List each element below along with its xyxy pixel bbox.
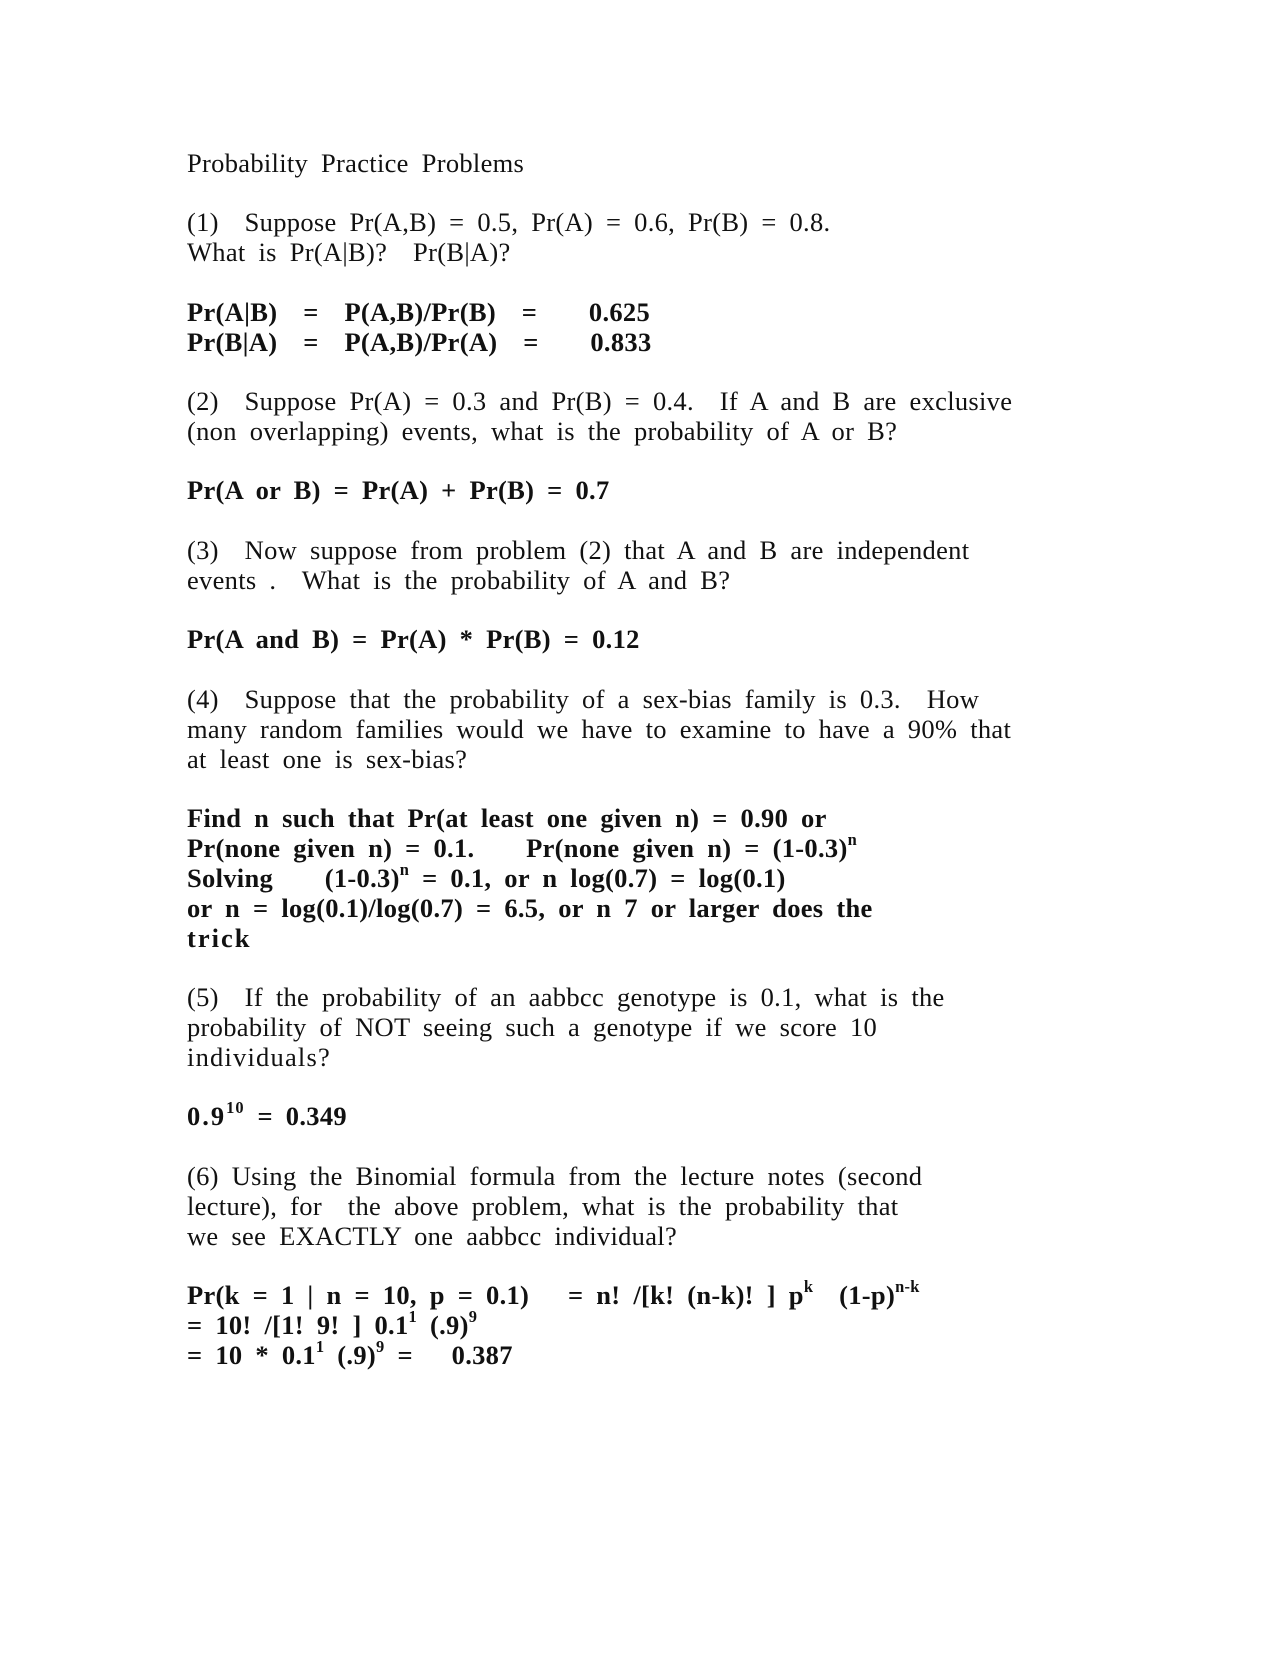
problem-4-answer-line-1: Find n such that Pr(at least one given n) = 0.90 or [187,803,827,833]
problem-2-answer: Pr(A or B) = Pr(A) + Pr(B) = 0.7 [187,475,610,505]
problem-2-question-line-2: (non overlapping) events, what is the probability of A or B? [187,416,898,446]
problem-6-question-line-3: we see EXACTLY one aabbcc individual? [187,1221,678,1251]
problem-4-answer-line-3-text-b: = 0.1, or n log(0.7) = log(0.1) [409,863,786,893]
problem-4-answer-line-4: or n = log(0.1)/log(0.7) = 6.5, or n 7 or larger does the [187,893,873,923]
problem-1-answer-line-1: Pr(A|B) = P(A,B)/Pr(B) = 0.625 [187,297,651,327]
problem-4-answer-line-3 [187,859,786,894]
page-title: Probability Practice Problems [187,148,525,178]
problem-6-answer-line-1-exponent-k: k [803,1276,814,1296]
problem-6-answer-line-1-text-a: Pr(k = 1 | n = 10, p = 0.1) = n! /[k! (n-k)! ] p [187,1280,804,1310]
problem-1-question-line-2: What is Pr(A|B)? Pr(B|A)? [187,237,511,267]
problem-4-answer-line-2 [187,829,858,864]
problem-6-answer-line-2-exponent-1: 1 [408,1306,418,1326]
problem-6-answer-line-3-exponent-1: 1 [315,1336,325,1356]
problem-6-answer-line-2-exponent-2: 9 [468,1306,478,1326]
problem-6-question-line-1: (6) Using the Binomial formula from the lecture notes (second [187,1161,923,1191]
problem-1-answer-line-2: Pr(B|A) = P(A,B)/Pr(A) = 0.833 [187,327,652,357]
problem-5-question-line-1: (5) If the probability of an aabbcc genotype is 0.1, what is the [187,982,945,1012]
problem-6-answer-line-2-text-a: = 10! /[1! 9! ] 0.1 [187,1310,409,1340]
problem-5-answer-base: 0.9 [187,1101,227,1131]
problem-4-answer-line-2-text: Pr(none given n) = 0.1. Pr(none given n) = (1-0.3) [187,833,848,863]
problem-4-answer-line-2-exponent: n [847,829,858,849]
problem-4-answer-line-3-exponent: n [399,859,410,879]
problem-6-answer-line-3-text-b: (.9) [324,1340,377,1370]
problem-5-question-line-2: probability of NOT seeing such a genotype if we score 10 [187,1012,878,1042]
problem-5-answer-exponent: 10 [226,1097,245,1117]
problem-4-question-line-2: many random families would we have to examine to have a 90% that [187,714,1012,744]
problem-2-question-line-1: (2) Suppose Pr(A) = 0.3 and Pr(B) = 0.4. If A and B are exclusive [187,386,1013,416]
problem-4-answer-line-3-text-a: Solving (1-0.3) [187,863,400,893]
problem-3-question-line-1: (3) Now suppose from problem (2) that A and B are independent [187,535,970,565]
problem-6-answer-line-1-exponent-n-k: n-k [895,1276,920,1296]
problem-6-answer-line-3-exponent-2: 9 [376,1336,385,1356]
problem-4-answer-line-5: trick [187,923,252,953]
problem-3-question-line-2: events . What is the probability of A and B? [187,565,731,595]
problem-6-answer-line-1 [187,1276,920,1311]
problem-1-question-line-1: (1) Suppose Pr(A,B) = 0.5, Pr(A) = 0.6, Pr(B) = 0.8. [187,207,831,237]
problem-4-question-line-3: at least one is sex-bias? [187,744,468,774]
problem-5-question-line-3: individuals? [187,1042,331,1072]
problem-6-answer-line-3 [187,1336,513,1371]
problem-5-answer-result: = 0.349 [244,1101,347,1131]
problem-6-answer-line-2-text-b: (.9) [417,1310,469,1340]
problem-6-question-line-2: lecture), for the above problem, what is the probability that [187,1191,899,1221]
problem-3-answer: Pr(A and B) = Pr(A) * Pr(B) = 0.12 [187,624,640,654]
problem-6-answer-line-2 [187,1306,478,1341]
problem-6-answer-line-3-result: = 0.387 [384,1340,513,1370]
problem-6-answer-line-3-text-a: = 10 * 0.1 [187,1340,316,1370]
problem-6-answer-line-1-text-b: (1-p) [813,1280,896,1310]
problem-4-question-line-1: (4) Suppose that the probability of a sex-bias family is 0.3. How [187,684,980,714]
problem-5-answer [187,1097,347,1132]
